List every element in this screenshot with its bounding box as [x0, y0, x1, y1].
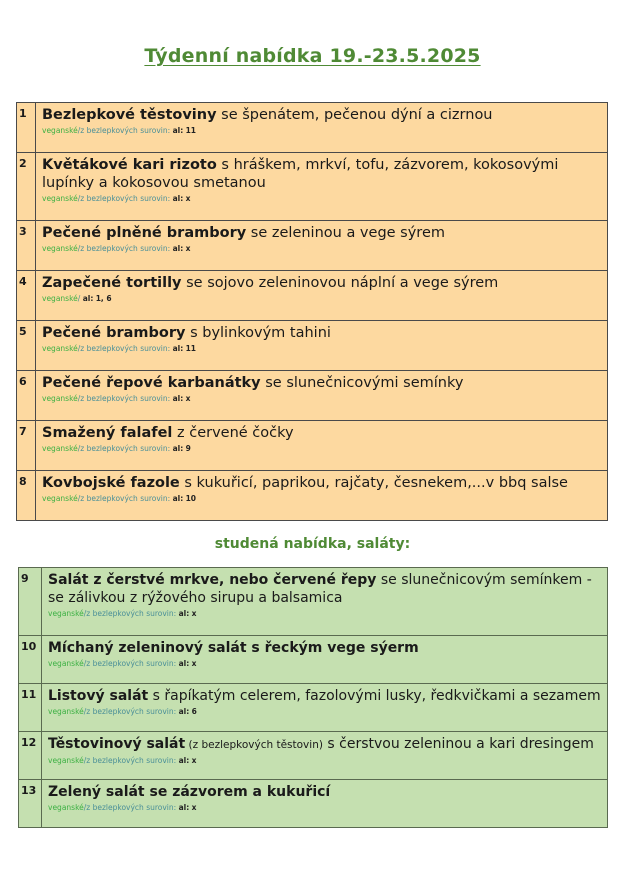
item-number: 1 — [17, 103, 36, 153]
allergens-value: x — [185, 394, 191, 403]
dish-name: Květákové kari rizoto — [42, 157, 217, 173]
slash: / — [83, 756, 87, 765]
item-number: 11 — [19, 684, 42, 732]
item-number: 5 — [17, 321, 36, 371]
gluten-free-label: z bezlepkových surovin: — [86, 803, 177, 812]
allergens-prefix: al: — [172, 494, 184, 503]
gluten-free-label: z bezlepkových surovin: — [80, 444, 171, 453]
gluten-free-label: z bezlepkových surovin: — [86, 756, 177, 765]
dish-details: s hráškem, mrkví, tofu, zázvorem, kokosovými lupínky a kokosovou smetanou — [42, 157, 559, 191]
menu-row — [19, 732, 608, 780]
item-description — [42, 780, 608, 828]
gluten-free-label: z bezlepkových surovin: — [80, 494, 171, 503]
dish-details: s čerstvou zeleninou a kari dresingem — [322, 736, 594, 752]
item-number: 7 — [17, 421, 36, 471]
dish-text — [48, 639, 601, 657]
dish-text — [42, 374, 601, 392]
dish-details: se zeleninou a vege sýrem — [246, 225, 445, 241]
slash: / — [83, 803, 87, 812]
vegan-label: veganské — [42, 344, 78, 353]
menu-row — [17, 421, 608, 471]
vegan-label: veganské — [48, 659, 84, 668]
dish-text — [42, 324, 601, 342]
dish-name: Smažený falafel — [42, 425, 173, 441]
slash: / — [77, 294, 81, 303]
dish-name: Zelený salát se zázvorem a kukuřicí — [48, 784, 331, 800]
page-title: Týdenní nabídka 19.-23.5.2025 — [144, 45, 481, 67]
allergens-value: x — [191, 803, 197, 812]
menu-row — [17, 271, 608, 321]
allergens-value: 6 — [191, 707, 197, 716]
item-description — [42, 636, 608, 684]
dish-note: (z bezlepkových těstovin) — [185, 739, 323, 751]
gluten-free-label: z bezlepkových surovin: — [80, 126, 171, 135]
dish-details: se sojovo zeleninovou náplní a vege sýrem — [181, 275, 499, 291]
allergens-prefix: al: — [178, 609, 190, 618]
slash: / — [77, 126, 81, 135]
dish-details: z červené čočky — [172, 425, 294, 441]
item-number: 10 — [19, 636, 42, 684]
allergens-value: x — [191, 609, 197, 618]
dish-meta — [48, 755, 601, 767]
slash: / — [77, 344, 81, 353]
vegan-label: veganské — [48, 707, 84, 716]
vegan-label: veganské — [42, 126, 78, 135]
item-description — [36, 103, 608, 153]
menu-row — [17, 103, 608, 153]
item-description — [36, 271, 608, 321]
dish-details: se slunečnicovým semínkem - se zálivkou z rýžového sirupu a balsamica — [48, 572, 592, 606]
menu-row — [17, 371, 608, 421]
gluten-free-label: z bezlepkových surovin: — [86, 707, 177, 716]
hot-menu-table — [16, 102, 608, 521]
allergens-prefix: al: — [172, 444, 184, 453]
item-description — [36, 371, 608, 421]
cold-menu-table — [18, 567, 608, 828]
dish-meta — [42, 493, 601, 505]
slash: / — [77, 244, 81, 253]
item-number: 4 — [17, 271, 36, 321]
cold-section-title: studená nabídka, saláty: — [214, 536, 411, 552]
item-description — [36, 471, 608, 521]
allergens-value: 11 — [185, 126, 197, 135]
item-description — [42, 732, 608, 780]
slash: / — [83, 707, 87, 716]
vegan-label: veganské — [42, 394, 78, 403]
item-number: 6 — [17, 371, 36, 421]
dish-details: s bylinkovým tahini — [185, 325, 331, 341]
allergens-prefix: al: — [178, 707, 190, 716]
slash: / — [83, 659, 87, 668]
menu-row — [19, 568, 608, 636]
dish-text — [42, 424, 601, 442]
allergens-value: x — [191, 756, 197, 765]
menu-row — [17, 153, 608, 221]
dish-meta — [42, 243, 601, 255]
dish-meta — [42, 293, 601, 305]
vegan-label: veganské — [48, 803, 84, 812]
gluten-free-label: z bezlepkových surovin: — [86, 659, 177, 668]
allergens-value: 9 — [185, 444, 191, 453]
item-number: 12 — [19, 732, 42, 780]
dish-meta — [42, 393, 601, 405]
allergens-value: x — [185, 244, 191, 253]
dish-name: Pečené plněné brambory — [42, 225, 247, 241]
slash: / — [83, 609, 87, 618]
menu-row — [17, 471, 608, 521]
dish-meta — [48, 658, 601, 670]
slash: / — [77, 394, 81, 403]
allergens-prefix: al: — [82, 294, 94, 303]
dish-name: Listový salát — [48, 688, 149, 704]
allergens-value: 11 — [185, 344, 197, 353]
item-description — [42, 568, 608, 636]
dish-meta — [42, 443, 601, 455]
item-number: 9 — [19, 568, 42, 636]
dish-name: Kovbojské fazole — [42, 475, 180, 491]
dish-text — [42, 106, 601, 124]
gluten-free-label: z bezlepkových surovin: — [80, 394, 171, 403]
item-description — [36, 421, 608, 471]
gluten-free-label: z bezlepkových surovin: — [80, 344, 171, 353]
dish-text — [48, 571, 601, 607]
slash: / — [77, 194, 81, 203]
dish-meta — [48, 706, 601, 718]
menu-row — [19, 780, 608, 828]
allergens-prefix: al: — [178, 803, 190, 812]
slash: / — [77, 494, 81, 503]
item-number: 3 — [17, 221, 36, 271]
dish-name: Pečené řepové karbanátky — [42, 375, 261, 391]
gluten-free-label: z bezlepkových surovin: — [80, 194, 171, 203]
dish-name: Salát z čerstvé mrkve, nebo červené řepy — [48, 572, 377, 588]
allergens-prefix: al: — [172, 244, 184, 253]
menu-row — [17, 221, 608, 271]
dish-name: Míchaný zeleninový salát s řeckým vege sýerm — [48, 640, 419, 656]
dish-meta — [48, 608, 601, 620]
menu-row — [17, 321, 608, 371]
item-description — [42, 684, 608, 732]
item-description — [36, 221, 608, 271]
dish-meta — [42, 125, 601, 137]
dish-name: Pečené brambory — [42, 325, 186, 341]
vegan-label: veganské — [48, 609, 84, 618]
dish-details: s řapíkatým celerem, fazolovými lusky, ředkvičkami a sezamem — [148, 688, 601, 704]
allergens-prefix: al: — [172, 394, 184, 403]
dish-text — [42, 274, 601, 292]
dish-name: Bezlepkové těstoviny — [42, 107, 217, 123]
vegan-label: veganské — [42, 244, 78, 253]
item-number: 8 — [17, 471, 36, 521]
dish-name: Těstovinový salát — [48, 736, 186, 752]
dish-name: Zapečené tortilly — [42, 275, 182, 291]
vegan-label: veganské — [48, 756, 84, 765]
dish-text — [48, 687, 601, 705]
vegan-label: veganské — [42, 494, 78, 503]
allergens-prefix: al: — [172, 194, 184, 203]
vegan-label: veganské — [42, 444, 78, 453]
dish-meta — [42, 193, 601, 205]
dish-text — [42, 224, 601, 242]
allergens-value: 10 — [185, 494, 197, 503]
allergens-prefix: al: — [178, 756, 190, 765]
dish-meta — [42, 343, 601, 355]
vegan-label: veganské — [42, 294, 78, 303]
dish-meta — [48, 802, 601, 814]
dish-text — [48, 735, 601, 754]
allergens-prefix: al: — [172, 344, 184, 353]
dish-details: s kukuřicí, paprikou, rajčaty, česnekem,...v bbq salse — [179, 475, 568, 491]
allergens-value: x — [191, 659, 197, 668]
dish-text — [42, 156, 601, 192]
dish-details: se slunečnicovými semínky — [260, 375, 464, 391]
item-number: 2 — [17, 153, 36, 221]
item-description — [36, 321, 608, 371]
allergens-value: 1, 6 — [95, 294, 112, 303]
item-number: 13 — [19, 780, 42, 828]
allergens-prefix: al: — [178, 659, 190, 668]
dish-details: se špenátem, pečenou dýní a cizrnou — [216, 107, 493, 123]
allergens-prefix: al: — [172, 126, 184, 135]
menu-row — [19, 684, 608, 732]
vegan-label: veganské — [42, 194, 78, 203]
item-description — [36, 153, 608, 221]
allergens-value: x — [185, 194, 191, 203]
dish-text — [42, 474, 601, 492]
gluten-free-label: z bezlepkových surovin: — [86, 609, 177, 618]
slash: / — [77, 444, 81, 453]
dish-text — [48, 783, 601, 801]
menu-row — [19, 636, 608, 684]
gluten-free-label: z bezlepkových surovin: — [80, 244, 171, 253]
